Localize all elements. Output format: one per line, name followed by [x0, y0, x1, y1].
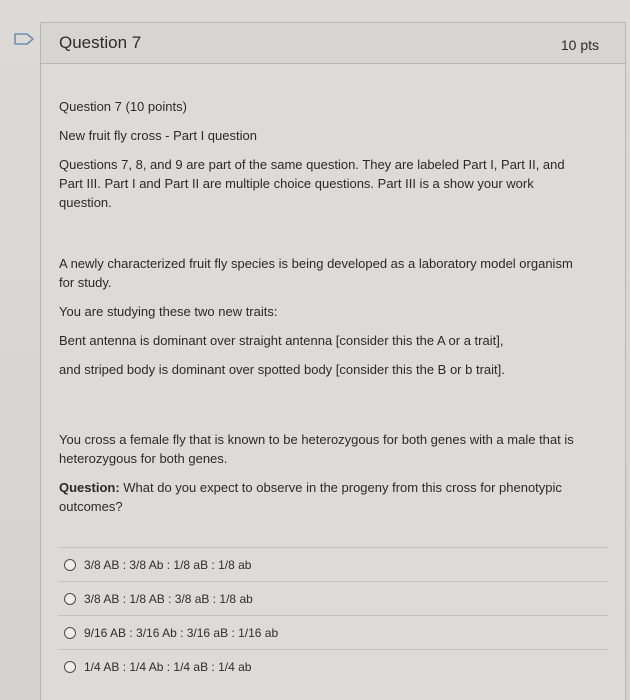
question-header [41, 23, 625, 64]
answer-option[interactable] [58, 581, 608, 615]
question-paragraph: You cross a female fly that is known to be heterozygous for both genes with a male that is heterozygous for both genes. [59, 432, 574, 466]
radio-button-icon[interactable] [64, 559, 76, 571]
answer-option[interactable] [58, 615, 608, 649]
radio-button-icon[interactable] [64, 627, 76, 639]
question-paragraph: A newly characterized fruit fly species is being developed as a laboratory model organism for study. [59, 256, 573, 290]
answer-label: 9/16 AB : 3/16 Ab : 3/16 aB : 1/16 ab [84, 625, 279, 640]
question-intro: Questions 7, 8, and 9 are part of the same question. They are labeled Part I, Part II, and Part III. Part I and Part II are multiple choice questions. Part III is a show your work question. [59, 157, 565, 210]
question-prompt [59, 478, 587, 516]
answer-option[interactable] [58, 649, 608, 683]
question-prompt-text: What do you expect to observe in the progeny from this cross for phenotypic outcomes? [59, 480, 562, 514]
radio-button-icon[interactable] [64, 661, 76, 673]
question-body [41, 64, 625, 516]
answer-label: 3/8 AB : 1/8 AB : 3/8 aB : 1/8 ab [84, 591, 253, 606]
question-title: Question 7 [59, 33, 142, 52]
flag-icon[interactable] [13, 32, 35, 46]
answer-list [58, 547, 608, 683]
question-paragraph: You are studying these two new traits: [59, 304, 278, 319]
question-paragraph: and striped body is dominant over spotted body [consider this the B or b trait]. [59, 362, 505, 377]
question-prompt-label: Question: [59, 480, 120, 495]
question-subheading: New fruit fly cross - Part I question [59, 128, 257, 143]
answer-label: 3/8 AB : 3/8 Ab : 1/8 aB : 1/8 ab [84, 557, 252, 572]
answer-label: 1/4 AB : 1/4 Ab : 1/4 aB : 1/4 ab [84, 659, 252, 674]
question-heading: Question 7 (10 points) [59, 99, 187, 114]
answer-option[interactable] [58, 547, 608, 581]
radio-button-icon[interactable] [64, 593, 76, 605]
question-paragraph: Bent antenna is dominant over straight antenna [consider this the A or a trait], [59, 333, 504, 348]
question-points: 10 pts [560, 37, 599, 53]
